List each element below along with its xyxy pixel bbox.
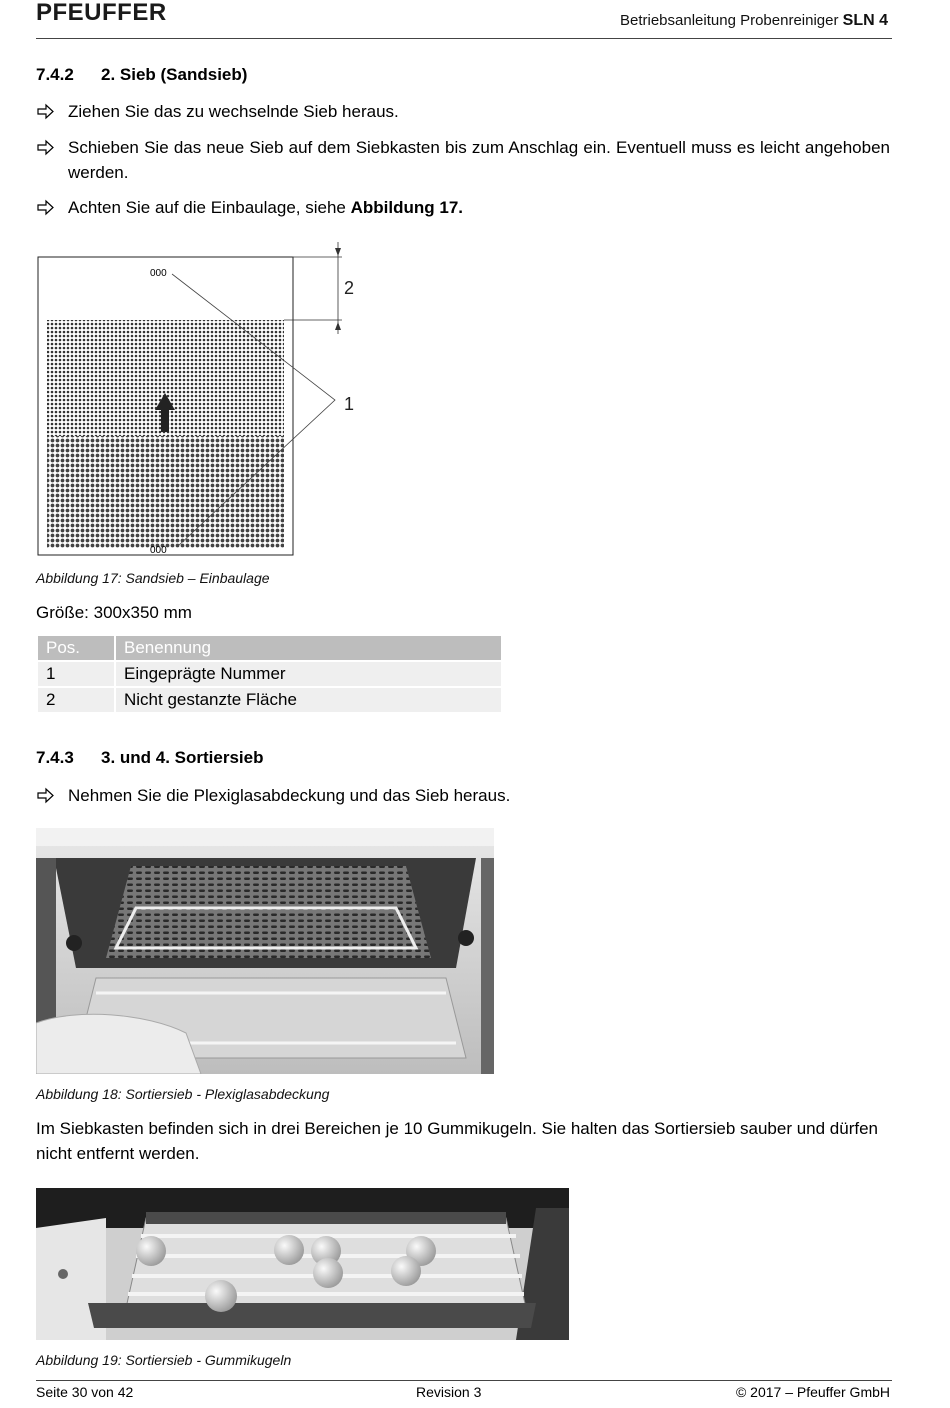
- embossed-number-top: 000: [150, 268, 167, 279]
- step-text: Schieben Sie das neue Sieb auf dem Siebkasten bis zum Anschlag ein. Eventuell muss es leicht angehoben werden.: [68, 138, 890, 182]
- instruction-step: [36, 135, 890, 185]
- instruction-step: [36, 195, 890, 220]
- rubber-ball: [391, 1256, 421, 1286]
- section-number: 7.4.2: [36, 65, 74, 84]
- perforated-area-coarse: [47, 436, 284, 548]
- step-text: Nehmen Sie die Plexiglasabdeckung und das Sieb heraus.: [68, 786, 511, 805]
- figure-19-caption: Abbildung 19: Sortiersieb - Gummikugeln: [36, 1352, 292, 1368]
- parts-table: [36, 634, 503, 714]
- rubber-ball: [274, 1235, 304, 1265]
- embossed-number-bottom: 000: [150, 545, 167, 556]
- figure-17-caption: Abbildung 17: Sandsieb – Einbaulage: [36, 570, 270, 586]
- figure-17-sieve-diagram: [30, 238, 370, 563]
- section-heading-743: [36, 748, 264, 768]
- table-cell: 1: [38, 662, 114, 686]
- copyright: © 2017 – Pfeuffer GmbH: [735, 1384, 890, 1400]
- model-name: SLN 4: [842, 12, 888, 29]
- arrow-right-icon: [36, 135, 56, 160]
- arrow-right-icon: [36, 783, 56, 808]
- arrow-right-icon: [36, 99, 56, 124]
- figure-19-photo: [36, 1188, 569, 1340]
- table-cell: Nicht gestanzte Fläche: [116, 688, 501, 712]
- company-logo: PFEUFFER: [36, 0, 167, 26]
- revision: Revision 3: [416, 1384, 482, 1400]
- table-row: [38, 688, 501, 712]
- table-cell: 2: [38, 688, 114, 712]
- section-heading-742: [36, 65, 247, 85]
- table-row: [38, 662, 501, 686]
- section-title: 2. Sieb (Sandsieb): [101, 65, 248, 84]
- rubber-ball: [205, 1280, 237, 1312]
- callout-1: 1: [344, 394, 355, 414]
- instruction-step: [36, 99, 890, 124]
- section-title: 3. und 4. Sortiersieb: [101, 748, 264, 767]
- info-paragraph: Im Siebkasten befinden sich in drei Bereichen je 10 Gummikugeln. Sie halten das Sortiersieb sauber und dürfen nicht entfernt werden.: [36, 1119, 878, 1163]
- callout-2: 2: [344, 278, 355, 298]
- step-text: Achten Sie auf die Einbaulage, siehe: [68, 198, 346, 217]
- figure-18-caption: Abbildung 18: Sortiersieb - Plexiglasabdeckung: [36, 1086, 330, 1102]
- page-number: Seite 30 von 42: [36, 1384, 134, 1400]
- document-title: [620, 12, 888, 30]
- rubber-ball: [136, 1236, 166, 1266]
- size-line: Größe: 300x350 mm: [36, 603, 192, 622]
- step-text: Ziehen Sie das zu wechselnde Sieb heraus.: [68, 102, 399, 121]
- instruction-step: [36, 783, 890, 808]
- header-rule: [36, 38, 892, 39]
- column-header: Pos.: [38, 636, 114, 660]
- figure-18-photo: [36, 828, 494, 1074]
- column-header: Benennung: [116, 636, 501, 660]
- arrow-right-icon: [36, 195, 56, 220]
- section-number: 7.4.3: [36, 748, 74, 767]
- table-header-row: [38, 636, 501, 660]
- rubber-ball: [313, 1258, 343, 1288]
- footer-rule: [36, 1380, 892, 1381]
- figure-reference-link[interactable]: Abbildung 17.: [350, 198, 463, 217]
- document-title-text: Betriebsanleitung Probenreiniger: [620, 12, 839, 29]
- table-cell: Eingeprägte Nummer: [116, 662, 501, 686]
